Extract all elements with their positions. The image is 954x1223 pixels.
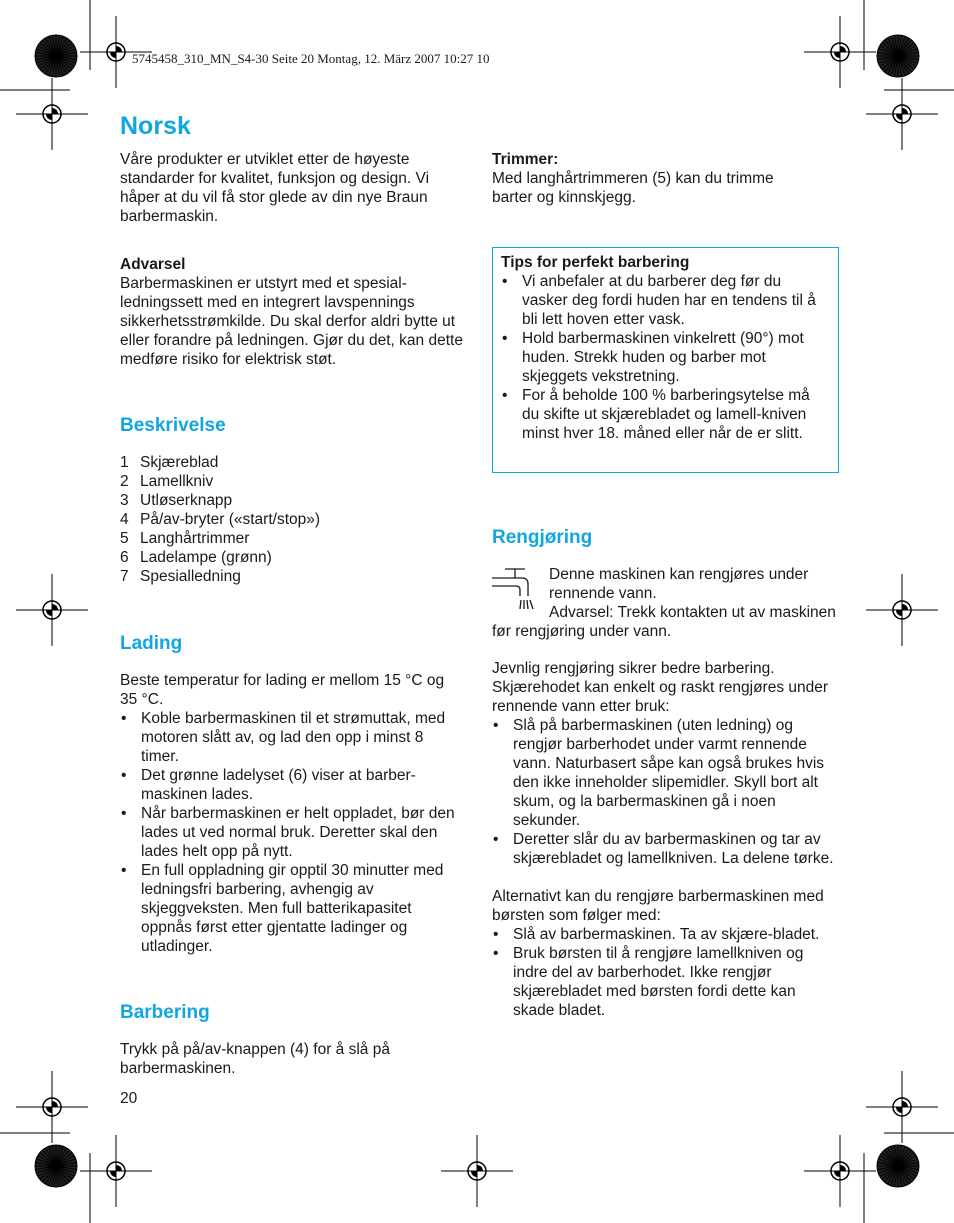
list-item: • En full oppladning gir opptil 30 minutter med ledningsfri barbering, avhengig av skjeggveksten. Men full batterikapasitet oppnås først etter gjentatte ladinger og utladinger.	[120, 861, 460, 956]
item-label: Skjæreblad	[140, 454, 219, 471]
page-title: Norsk	[120, 112, 191, 140]
description-list	[120, 453, 460, 586]
registration-mark-icon	[16, 1071, 88, 1143]
tap-text-1: Denne maskinen kan rengjøres under rennende vann.	[549, 566, 809, 602]
page-number: 20	[120, 1090, 138, 1107]
trimmer-heading: Trimmer:	[492, 151, 559, 168]
starburst-mark-icon	[35, 1145, 77, 1187]
charging-intro: Beste temperatur for lading er mellom 15 °C og 35 °C.	[120, 672, 445, 708]
cleaning-paragraph-1: Jevnlig rengjøring sikrer bedre barbering. Skjærehodet kan enkelt og raskt rengjøres under rennende vann etter bruk:	[492, 660, 829, 715]
item-label: Lamellkniv	[140, 473, 214, 490]
cleaning-list-2	[492, 925, 839, 1020]
item-number: 5	[120, 530, 129, 547]
list-item: • Slå på barbermaskinen (uten ledning) og rengjør barberhodet under varmt rennende vann. Naturbasert såpe kan også brukes hvis den ikke inneholder slipemidler. Skyll bort alt skum, og la barbermaskinen gå i noen sekunder.	[492, 716, 839, 830]
tips-list	[501, 272, 828, 443]
charging-section	[120, 671, 460, 956]
starburst-mark-icon	[35, 35, 77, 77]
starburst-mark-icon	[877, 35, 919, 77]
tips-box	[492, 247, 839, 473]
item-number: 7	[120, 568, 129, 585]
starburst-mark-icon	[877, 1145, 919, 1187]
list-item: • For å beholde 100 % barberingsytelse må du skifte ut skjærebladet og lamell-kniven minst hver 18. måned eller når de er slitt.	[501, 386, 828, 443]
list-item	[120, 548, 460, 567]
list-item: • Det grønne ladelyset (6) viser at barber-maskinen lades.	[120, 766, 460, 804]
item-label: Ladelampe (grønn)	[140, 549, 272, 566]
registration-mark-icon	[441, 1135, 513, 1207]
shaving-text: Trykk på på/av-knappen (4) for å slå på barbermaskinen.	[120, 1041, 390, 1077]
cleaning-list-1	[492, 716, 839, 868]
list-item: • Vi anbefaler at du barberer deg før du vasker deg fordi huden har en tendens til å bli lett hoven etter vask.	[501, 272, 828, 329]
registration-mark-icon	[804, 1135, 876, 1207]
description-heading: Beskrivelse	[120, 415, 226, 436]
registration-mark-icon	[16, 574, 88, 646]
registration-mark-icon	[866, 78, 938, 150]
intro-paragraph: Våre produkter er utviklet etter de høyeste standarder for kvalitet, funksjon og design. Vi håper at du vil få stor glede av din nye Braun barbermaskin.	[120, 151, 430, 225]
warning-heading: Advarsel	[120, 256, 186, 273]
registration-mark-icon	[804, 16, 876, 88]
item-label: Langhårtrimmer	[140, 530, 250, 547]
list-item	[120, 529, 460, 548]
list-item: • Når barbermaskinen er helt oppladet, bør den lades ut ved normal bruk. Deretter skal den lades helt opp på nytt.	[120, 804, 460, 861]
tap-text-2: Advarsel: Trekk kontakten ut av maskinen før rengjøring under vann.	[492, 604, 836, 640]
warning-text: Barbermaskinen er utstyrt med et spesial-ledningssett med en integrert lavspennings sikkerhetsstrømkilde. Du skal derfor aldri bytte ut eller forandre på ledningen. Gjør du det, kan dette medføre risiko for elektrisk støt.	[120, 275, 463, 368]
registration-mark-icon	[80, 1135, 152, 1207]
item-number: 6	[120, 549, 129, 566]
charging-list	[120, 709, 460, 956]
list-item	[120, 453, 460, 472]
list-item: • Bruk børsten til å rengjøre lamellkniven og indre del av barberhodet. Ikke rengjør skjærebladet med børsten fordi dette kan skade bladet.	[492, 944, 839, 1020]
list-item: • Deretter slår du av barbermaskinen og tar av skjærebladet og lamellkniven. La delene tørke.	[492, 830, 839, 868]
charging-heading: Lading	[120, 633, 183, 654]
list-item: • Hold barbermaskinen vinkelrett (90°) mot huden. Strekk huden og barber mot skjeggets vekstretning.	[501, 329, 828, 386]
registration-mark-icon	[866, 1071, 938, 1143]
item-label: På/av-bryter («start/stop»)	[140, 511, 321, 528]
list-item: • Koble barbermaskinen til et strømuttak, med motoren slått av, og lad den opp i minst 8 timer.	[120, 709, 460, 766]
cleaning-heading: Rengjøring	[492, 527, 593, 548]
cleaning-paragraph-2: Alternativt kan du rengjøre barbermaskinen med børsten som følger med:	[492, 888, 824, 924]
list-item	[120, 491, 460, 510]
list-item	[120, 567, 460, 586]
list-item	[120, 472, 460, 491]
item-number: 3	[120, 492, 129, 509]
registration-mark-icon	[16, 78, 88, 150]
list-item: • Slå av barbermaskinen. Ta av skjære-bladet.	[492, 925, 839, 944]
tips-heading: Tips for perfekt barbering	[501, 254, 690, 271]
item-label: Spesialledning	[140, 568, 241, 585]
item-number: 2	[120, 473, 129, 490]
list-item	[120, 510, 460, 529]
registration-mark-icon	[866, 574, 938, 646]
shaving-heading: Barbering	[120, 1002, 210, 1023]
cleaning-section	[492, 659, 839, 1020]
print-header: 5745458_310_MN_S4-30 Seite 20 Montag, 12. März 2007 10:27 10	[132, 51, 490, 66]
trimmer-text: Med langhårtrimmeren (5) kan du trimme barter og kinnskjegg.	[492, 170, 774, 206]
item-label: Utløserknapp	[140, 492, 233, 509]
item-number: 1	[120, 454, 129, 471]
item-number: 4	[120, 511, 129, 528]
